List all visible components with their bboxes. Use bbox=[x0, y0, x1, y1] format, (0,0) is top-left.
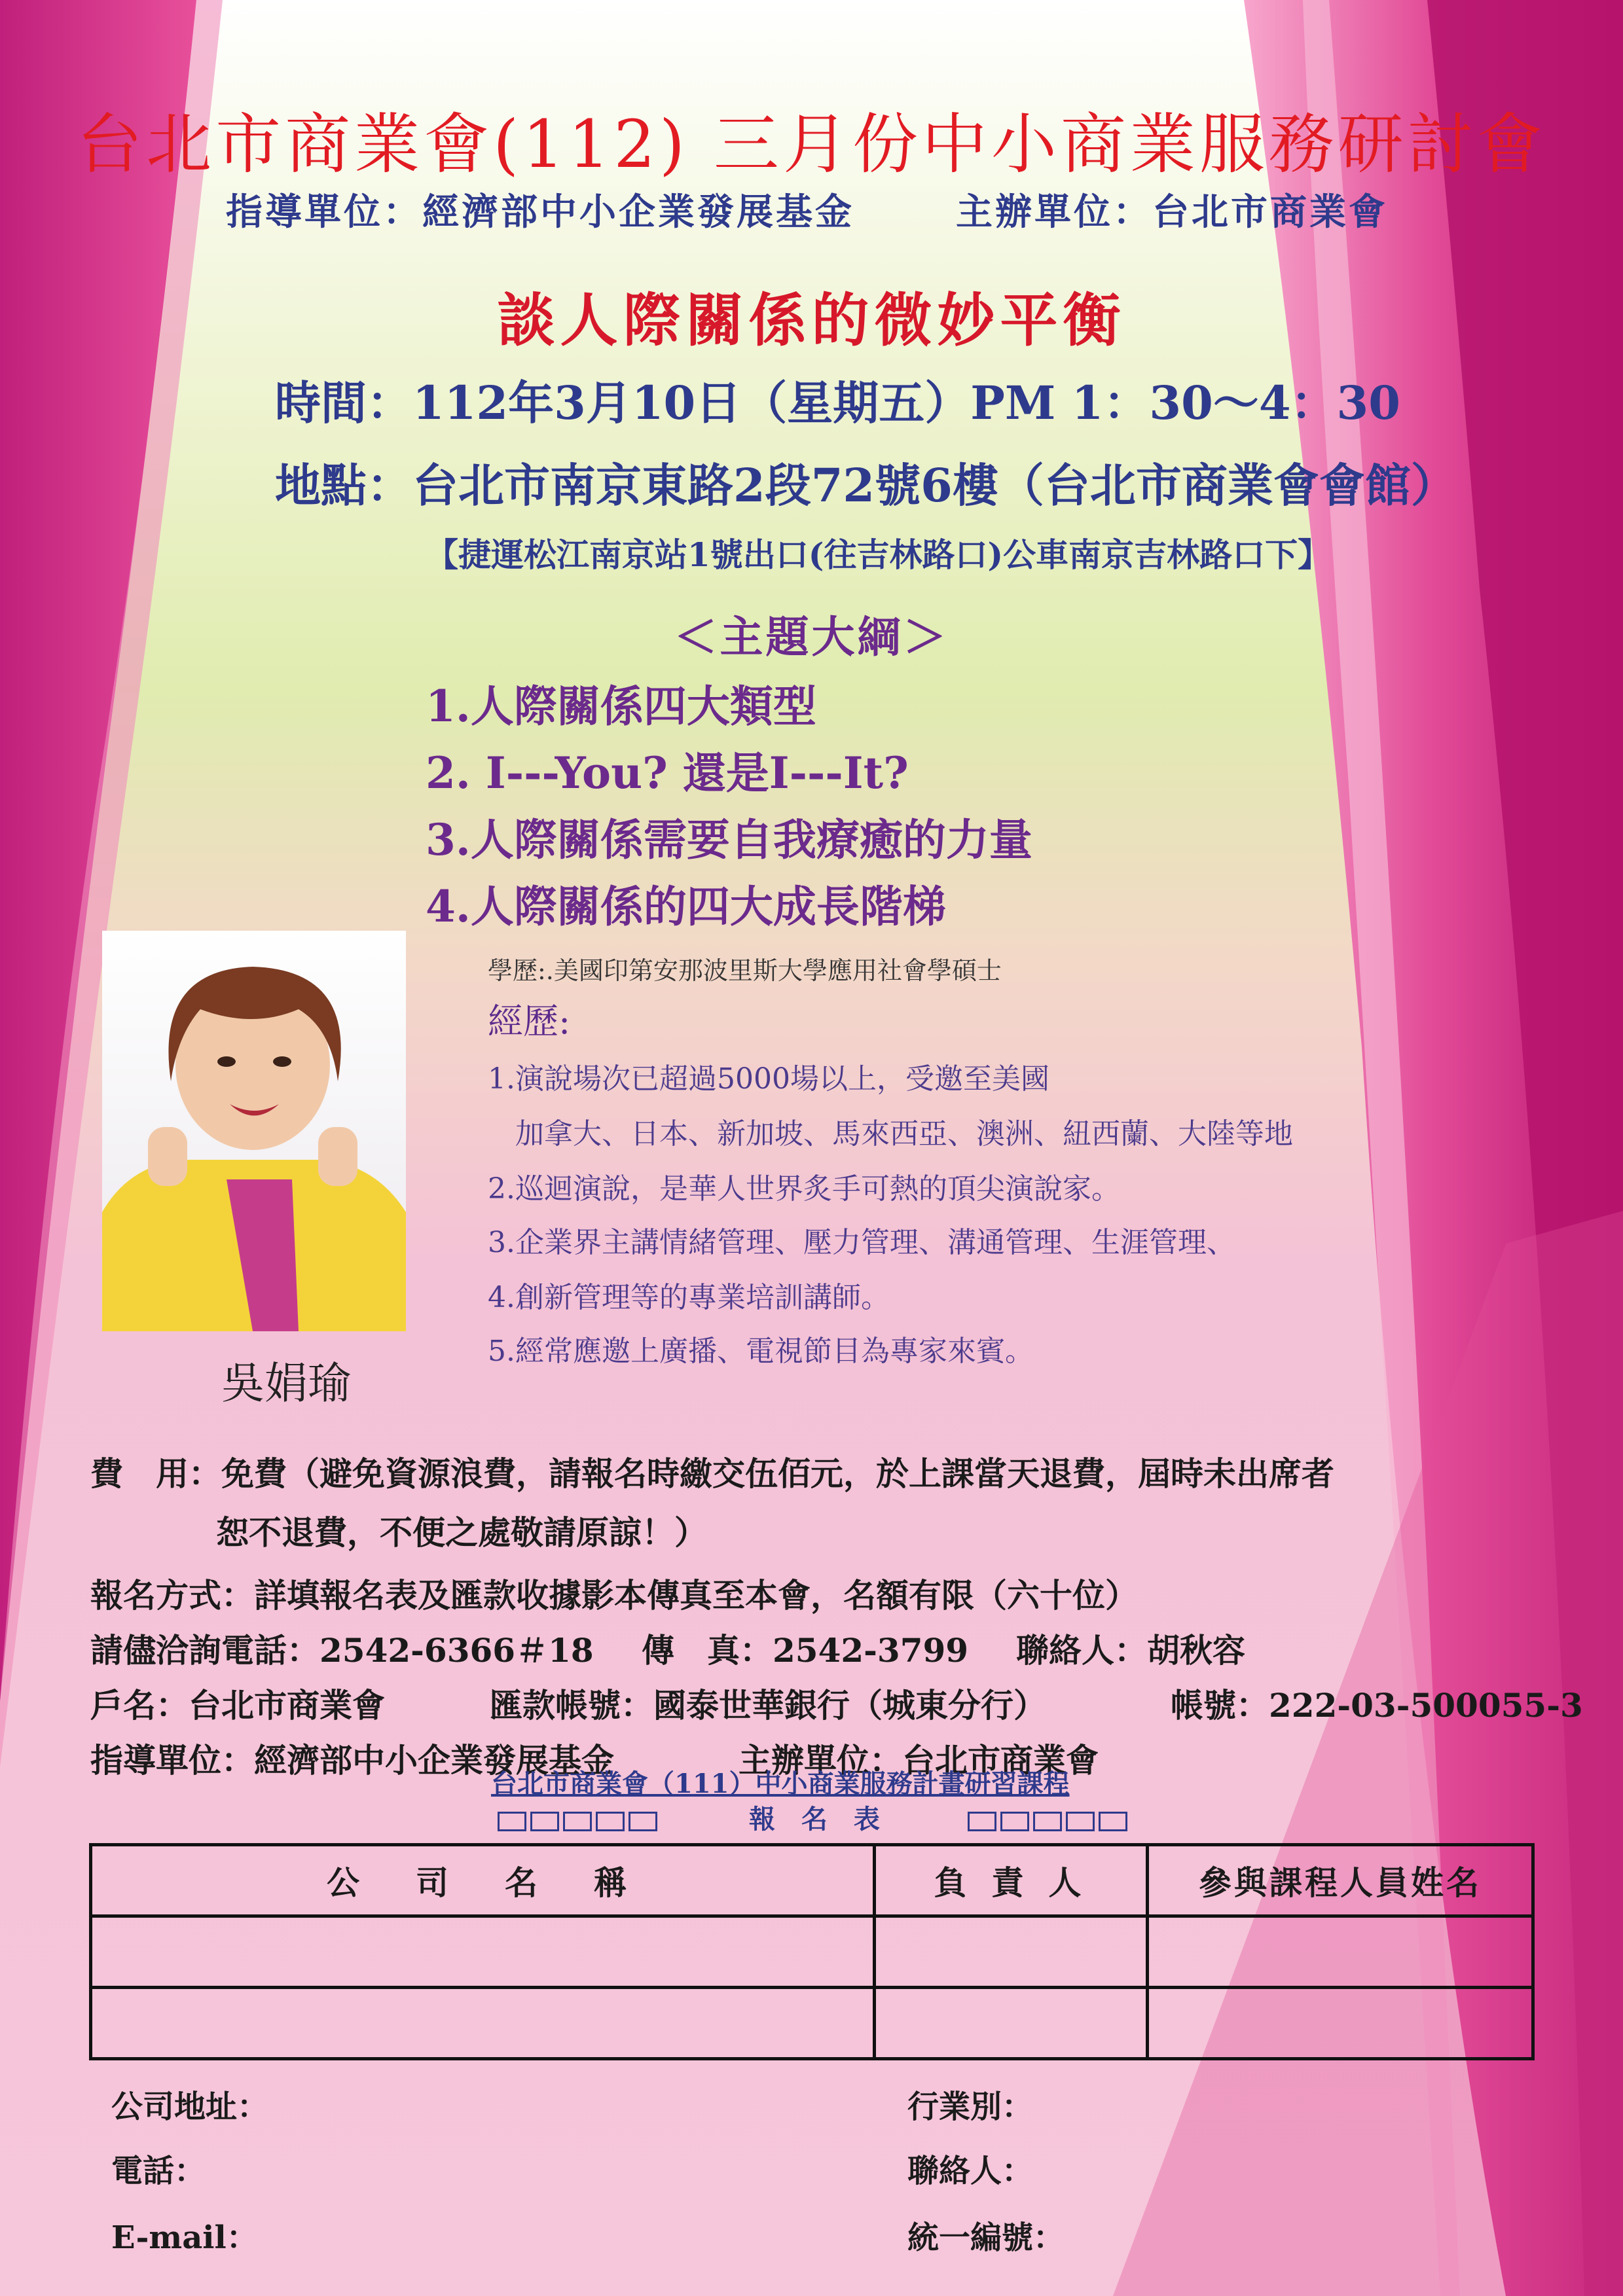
organizer-unit: 主辦單位：台北市商業會 bbox=[956, 190, 1388, 234]
guidance-unit: 指導單位：經濟部中小企業發展基金 bbox=[226, 190, 854, 234]
responsible-person-cell[interactable] bbox=[875, 1916, 1148, 1988]
responsible-person-cell[interactable] bbox=[875, 1988, 1148, 2059]
experience-item: 1.演說場次已超過5000場以上，受邀至美國 bbox=[488, 1062, 1049, 1096]
company-name-cell[interactable] bbox=[91, 1916, 875, 1988]
participant-names-cell[interactable] bbox=[1148, 1988, 1533, 2059]
fax-info: 傳 真：2542-3799 bbox=[642, 1631, 969, 1670]
signup-method: 報名方式：詳填報名表及匯款收據影本傳真至本會，名額有限（六十位） bbox=[90, 1576, 1138, 1615]
tax-id-label: 統一編號： bbox=[907, 2219, 1065, 2256]
tel-label: 電話： bbox=[111, 2153, 206, 2189]
account-name: 戶名：台北市商業會 bbox=[90, 1686, 385, 1725]
experience-item: 4.創新管理等的專業培訓講師。 bbox=[488, 1281, 890, 1314]
experience-heading: 經歷: bbox=[488, 1001, 571, 1042]
outline-heading: ＜主題大綱＞ bbox=[674, 611, 949, 662]
event-time: 時間：112年3月10日（星期五）PM 1：30～4：30 bbox=[275, 376, 1400, 430]
table-row bbox=[91, 1916, 1533, 1988]
registration-table bbox=[89, 1843, 1535, 2060]
event-venue: 地點：台北市南京東路2段72號6樓（台北市商業會會館） bbox=[275, 458, 1457, 512]
organizer-unit-2: 主辦單位：台北市商業會 bbox=[739, 1741, 1099, 1780]
header-participant-names: 參與課程人員姓名 bbox=[1148, 1845, 1533, 1916]
speaker-education: 學歷:.美國印第安那波里斯大學應用社會學碩士 bbox=[488, 956, 1002, 985]
company-address-label: 公司地址： bbox=[111, 2089, 269, 2125]
experience-item: 加拿大、日本、新加坡、馬來西亞、澳洲、紐西蘭、大陸等地 bbox=[488, 1117, 1293, 1151]
book-icon bbox=[498, 1804, 661, 1835]
table-header-row bbox=[91, 1845, 1533, 1916]
form-subtitle-row bbox=[498, 1799, 1131, 1836]
outline-item: 1.人際關係四大類型 bbox=[426, 681, 816, 732]
outline-item: 4.人際關係的四大成長階梯 bbox=[426, 881, 946, 932]
outline-item: 2. I---You? 還是I---It? bbox=[426, 747, 909, 798]
email-label: E-mail： bbox=[111, 2219, 258, 2256]
form-title: 台北市商業會（111）中小商業服務計畫研習課程 bbox=[491, 1768, 1070, 1799]
table-row bbox=[91, 1988, 1533, 2059]
account-number: 帳號：222-03-500055-3 bbox=[1171, 1686, 1583, 1725]
guidance-unit-2: 指導單位：經濟部中小企業發展基金 bbox=[90, 1741, 614, 1780]
experience-item: 5.經常應邀上廣播、電視節目為專家來賓。 bbox=[488, 1335, 1034, 1368]
seminar-topic: 談人際關係的微妙平衡 bbox=[497, 286, 1126, 354]
event-title: 台北市商業會(112) 三月份中小商業服務研討會 bbox=[77, 106, 1546, 183]
participant-names-cell[interactable] bbox=[1148, 1916, 1533, 1988]
contact-person: 聯絡人：胡秋容 bbox=[1016, 1631, 1245, 1670]
bank-info: 匯款帳號：國泰世華銀行（城東分行） bbox=[490, 1686, 1046, 1725]
experience-item: 3.企業界主講情緒管理、壓力管理、溝通管理、生涯管理、 bbox=[488, 1226, 1235, 1259]
company-name-cell[interactable] bbox=[91, 1988, 875, 2059]
phone-info: 請儘洽詢電話：2542-6366＃18 bbox=[90, 1631, 594, 1670]
speaker-photo bbox=[102, 931, 406, 1331]
fee-info-cont: 恕不退費，不便之處敬請原諒！） bbox=[216, 1513, 707, 1552]
header-responsible-person: 負 責 人 bbox=[875, 1845, 1148, 1916]
experience-item: 2.巡迴演說，是華人世界炙手可熱的頂尖演說家。 bbox=[488, 1172, 1120, 1206]
outline-item: 3.人際關係需要自我療癒的力量 bbox=[426, 814, 1032, 865]
speaker-name: 吳娟瑜 bbox=[221, 1358, 351, 1408]
fee-info: 費 用：免費（避免資源浪費，請報名時繳交伍佰元，於上課當天退費，屆時未出席者 bbox=[90, 1454, 1334, 1493]
header-company-name: 公 司 名 稱 bbox=[91, 1845, 875, 1916]
contact-label: 聯絡人： bbox=[907, 2153, 1034, 2189]
industry-label: 行業別： bbox=[907, 2089, 1034, 2125]
form-subtitle: 報 名 表 bbox=[748, 1804, 880, 1835]
transport-info: 【捷運松江南京站1號出口(往吉林路口)公車南京吉林路口下】 bbox=[426, 535, 1331, 574]
book-icon bbox=[968, 1804, 1131, 1835]
